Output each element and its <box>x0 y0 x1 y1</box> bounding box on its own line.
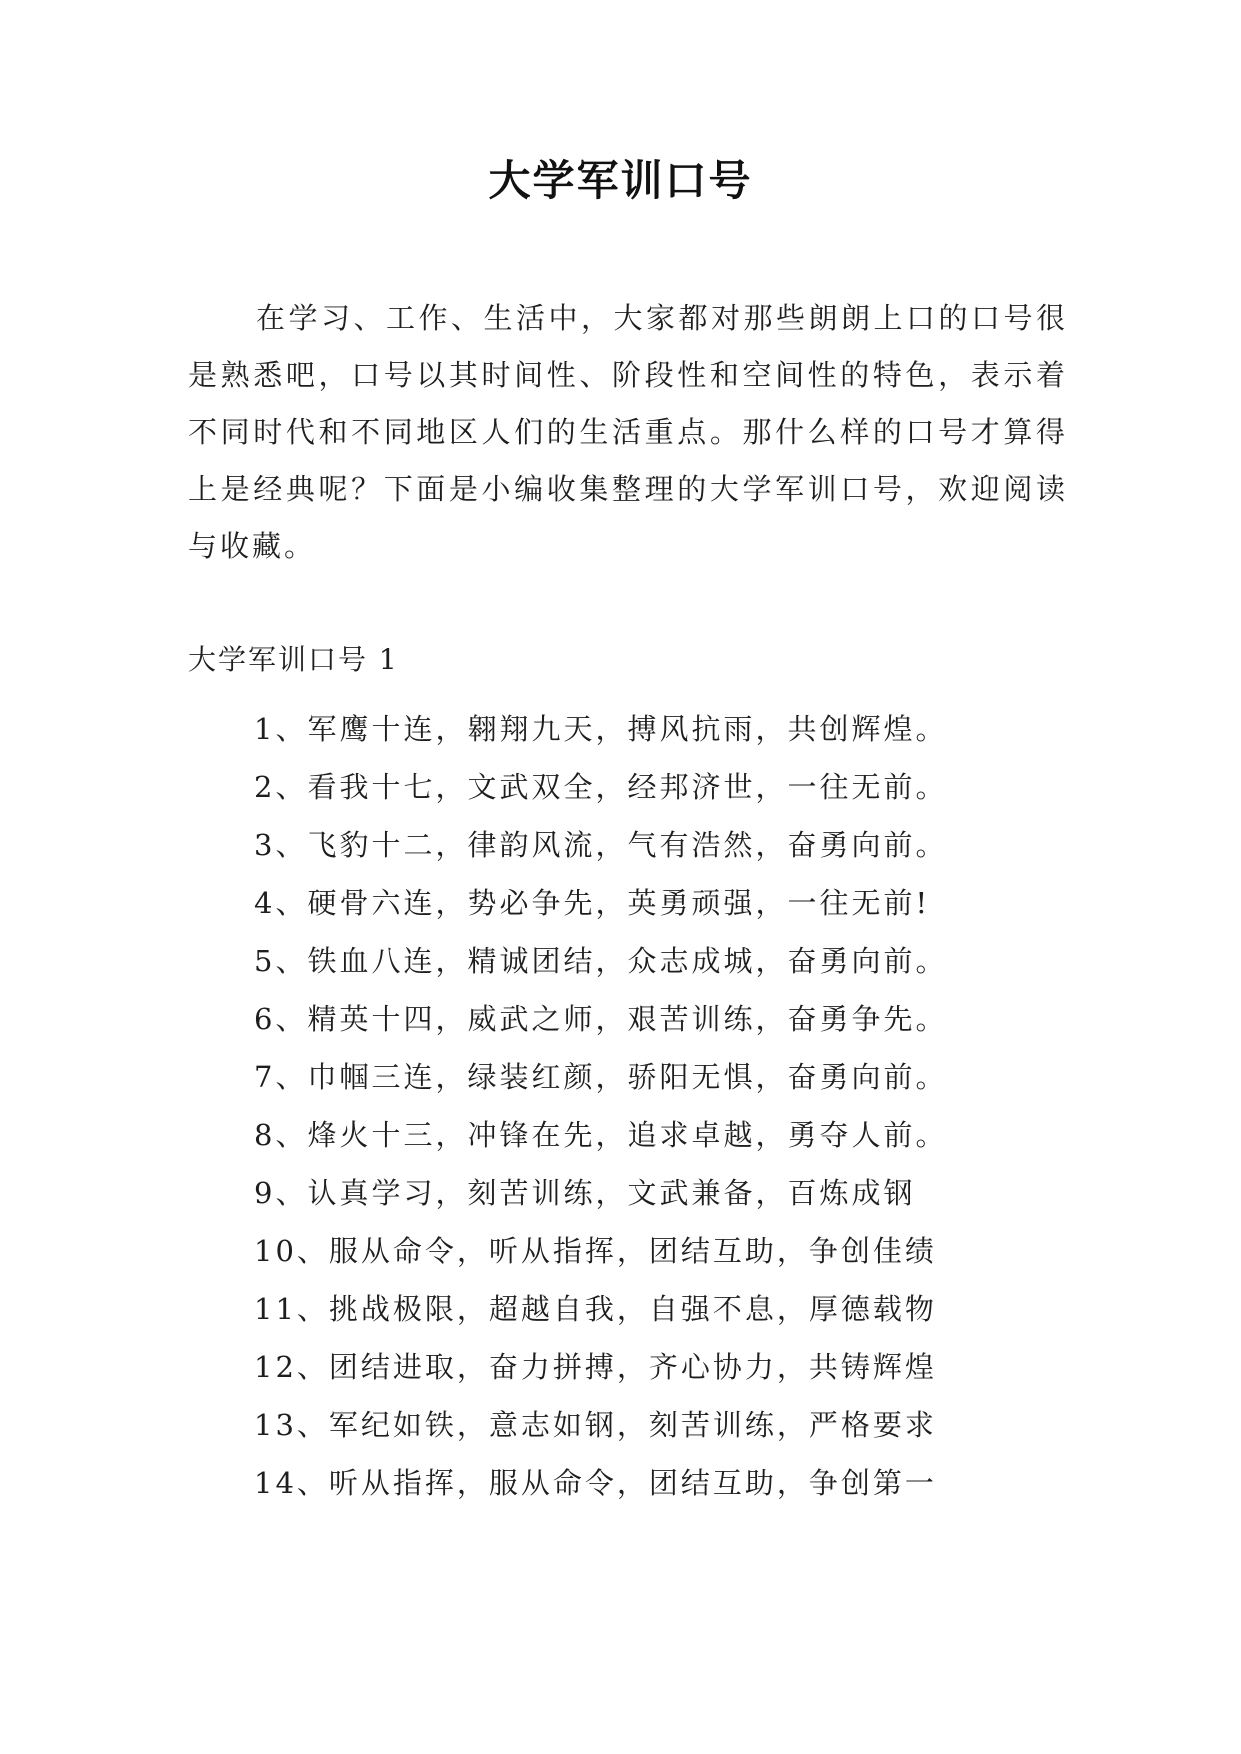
slogan-item: 5、铁血八连，精诚团结，众志成城，奋勇向前。 <box>254 944 948 978</box>
document-title: 大学军训口号 <box>488 156 753 205</box>
slogan-item: 9、认真学习，刻苦训练，文武兼备，百炼成钢 <box>254 1176 916 1210</box>
slogan-item: 3、飞豹十二，律韵风流，气有浩然，奋勇向前。 <box>254 828 948 862</box>
slogan-item: 12、团结进取，奋力拼搏，齐心协力，共铸辉煌 <box>254 1350 937 1384</box>
slogan-item: 11、挑战极限，超越自我，自强不息，厚德载物 <box>254 1292 937 1326</box>
slogan-item: 8、烽火十三，冲锋在先，追求卓越，勇夺人前。 <box>254 1118 948 1152</box>
slogan-item: 13、军纪如铁，意志如钢，刻苦训练，严格要求 <box>254 1408 937 1442</box>
slogan-item: 7、巾帼三连，绿装红颜，骄阳无惧，奋勇向前。 <box>254 1060 948 1094</box>
slogan-item: 14、听从指挥，服从命令，团结互助，争创第一 <box>254 1466 937 1500</box>
slogan-item: 4、硬骨六连，势必争先，英勇顽强，一往无前! <box>254 886 931 920</box>
slogan-list <box>254 700 947 1512</box>
section-heading: 大学军训口号 1 <box>188 643 399 676</box>
slogan-item: 6、精英十四，威武之师，艰苦训练，奋勇争先。 <box>254 1002 948 1036</box>
slogan-item: 10、服从命令，听从指挥，团结互助，争创佳绩 <box>254 1234 937 1268</box>
slogan-item: 2、看我十七，文武双全，经邦济世，一往无前。 <box>254 770 948 804</box>
slogan-item: 1、军鹰十连，翱翔九天，搏风抗雨，共创辉煌。 <box>254 712 948 746</box>
intro-paragraph: 在学习、工作、生活中，大家都对那些朗朗上口的口号很是熟悉吧，口号以其时间性、阶段性和空间性的特色，表示着不同时代和不同地区人们的生活重点。那什么样的口号才算得上是经典呢？下面是小编收集整理的大学军训口号，欢迎阅读与收藏。 <box>188 301 1068 563</box>
